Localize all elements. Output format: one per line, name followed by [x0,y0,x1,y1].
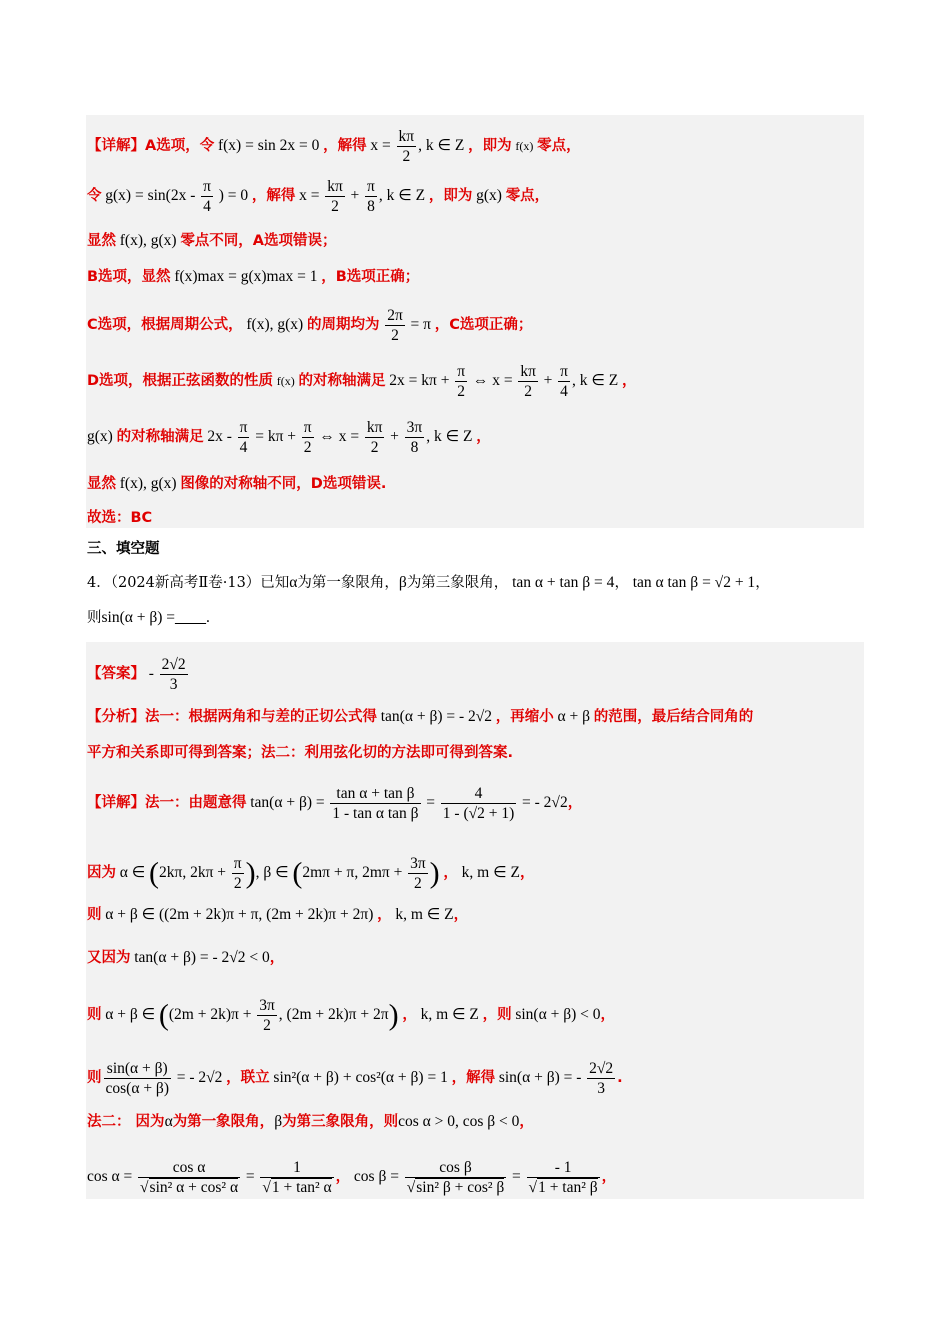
fraction: $\frac{2√2}{3}$ [161,656,186,693]
fraction: $\frac{3\pi}{2}$ [410,855,426,892]
fraction: $\frac{\text{cos β}}{\text{√sin² β + cos² β}}$ [406,1159,505,1196]
analysis-line2: 平方和关系即可得到答案；法二：利用弦化切的方法即可得到答案. [87,745,514,761]
detail2-line3: 则 α + β ∈ ((2m + 2k)π + π, (2m + 2k)π + 2π) ， k, m ∈ Z， [87,906,469,923]
fraction: $\frac{\pi}{2}$ [303,419,312,456]
section-title: 三、填空题 [87,541,160,557]
question-line2: 则sin(α + β) =____. [87,609,210,626]
fraction: $\frac{2\pi}{2}$ [387,307,403,344]
analysis-line1: 【分析】法一：根据两角和与差的正切公式得 tan(α + β) = - 2√2 ，再缩小 α + β 的范围，最后结合同角的 [87,708,754,725]
fraction: $\frac{k\pi}{2}$ [520,363,536,400]
detail1-line2: 令 g(x) = sin(2x - $\frac{\pi}{4}$ ) = 0 ，解得 x = $\frac{k\pi}{2}$ + $\frac{\pi}{8}$ , k ∈ Z ，即为 g(x) 零点， [87,178,550,215]
fraction: $\frac{\pi}{2}$ [457,363,466,400]
fraction: $\frac{3\pi}{2}$ [259,997,275,1034]
fraction: $\frac{\text{tan α + tan β}}{\text{1 - tan α tan β}}$ [332,785,419,822]
fraction: $\frac{2√2}{3}$ [589,1060,614,1097]
question-line1: 4．（2024新高考Ⅱ卷·13）已知α为第一象限角，β为第三象限角， tan α + tan β = 4， tan α tan β = √2 + 1， [87,574,770,591]
detail1-line9: 故选：BC [87,510,153,526]
fraction: $\frac{\text{cos α}}{\text{√sin² α + cos² α}}$ [140,1159,239,1196]
fraction: $\frac{\pi}{2}$ [233,855,242,892]
fraction: $\frac{k\pi}{2}$ [327,178,343,215]
detail1-line6: D选项，根据正弦函数的性质 f(x) 的对称轴满足 2x = kπ + $\frac{\pi}{2}$ ⇔ x = $\frac{k\pi}{2}$ + $\frac{\pi}{4}$ , k ∈ Z ， [87,363,637,400]
detail1-line4: B选项，显然 f(x)max = g(x)max = 1 ，B选项正确； [87,268,420,285]
fraction: $\frac{\sin(\alpha + \beta)}{\cos(\alpha + \beta)}$ [105,1060,169,1097]
answer-blank: ____ [175,609,207,626]
fraction: $\frac{\pi}{4}$ [203,178,211,215]
fraction: $\frac{\pi}{4}$ [560,363,568,400]
detail1-line1: 【详解】A选项，令 f(x) = sin 2x = 0 ，解得 x = $\frac{k\pi}{2}$ , k ∈ Z ，即为 f(x) 零点， [87,128,581,165]
detail1-line8: 显然 f(x), g(x) 图像的对称轴不同，D选项错误. [87,475,387,492]
fraction: $\frac{k\pi}{2}$ [398,128,415,165]
detail2-line4: 又因为 tan(α + β) = - 2√2 < 0， [87,949,285,966]
fraction: $\frac{3\pi}{8}$ [406,419,423,456]
fraction: $\frac{- 1}{\text{√1 + tan² β}}$ [528,1159,598,1196]
detail2-line6: 则 $\frac{\sin(\alpha + \beta)}{\cos(\alpha + \beta)}$ = - 2√2 ，联立 sin²(α + β) + cos²(α + β) = 1 ，解得 sin(α + β) = - $\frac{2√2}{3}$ . [87,1060,623,1097]
fraction: $\frac{1}{\text{√1 + tan² α}}$ [262,1159,332,1196]
detail2-line1: 【详解】法一：由题意得 tan(α + β) = $\frac{\text{tan α + tan β}}{\text{1 - tan α tan β}}$ = $\frac{4}{1 - (√2 + 1)}$ = - 2√2， [87,785,583,822]
detail2-line7: 法二： 因为α为第一象限角，β为第三象限角，则cos α > 0, cos β < 0， [87,1113,534,1130]
detail2-line8: cos α = $\frac{\text{cos α}}{\text{√sin² α + cos² α}}$ = $\frac{1}{\text{√1 + tan² α}}$ ， cos β = $\frac{\text{cos β}}{\text{√sin² β + cos² β}}$ = $\frac{- 1}{\text{√1 + tan² β}}$ ， [87,1159,617,1196]
fraction: $\frac{4}{1 - (√2 + 1)}$ [442,785,515,822]
detail1-line3: 显然 f(x), g(x) 零点不同，A选项错误； [87,232,337,249]
detail1-line5: C选项，根据周期公式， f(x), g(x) 的周期均为 $\frac{2\pi}{2}$ = π ，C选项正确； [87,307,533,344]
fraction: $\frac{\pi}{4}$ [239,419,248,456]
fraction: $\frac{\pi}{8}$ [367,178,375,215]
detail1-line7: g(x) 的对称轴满足 2x - $\frac{\pi}{4}$ = kπ + $\frac{\pi}{2}$ ⇔ x = $\frac{k\pi}{2}$ + $\frac{3\pi}{8}$ , k ∈ Z ， [87,419,491,456]
answer-line: 【答案】 - $\frac{2√2}{3}$ [87,656,186,693]
fraction: $\frac{k\pi}{2}$ [366,419,383,456]
detail2-line5: 则 α + β ∈ ((2m + 2k)π + $\frac{3\pi}{2}$ , (2m + 2k)π + 2π) ， k, m ∈ Z ，则 sin(α + β) < 0， [87,997,615,1034]
detail2-line2: 因为 α ∈ (2kπ, 2kπ + $\frac{\pi}{2}$ ), β ∈ (2mπ + π, 2mπ + $\frac{3\pi}{2}$ ) ， k, m ∈ Z， [87,855,535,892]
